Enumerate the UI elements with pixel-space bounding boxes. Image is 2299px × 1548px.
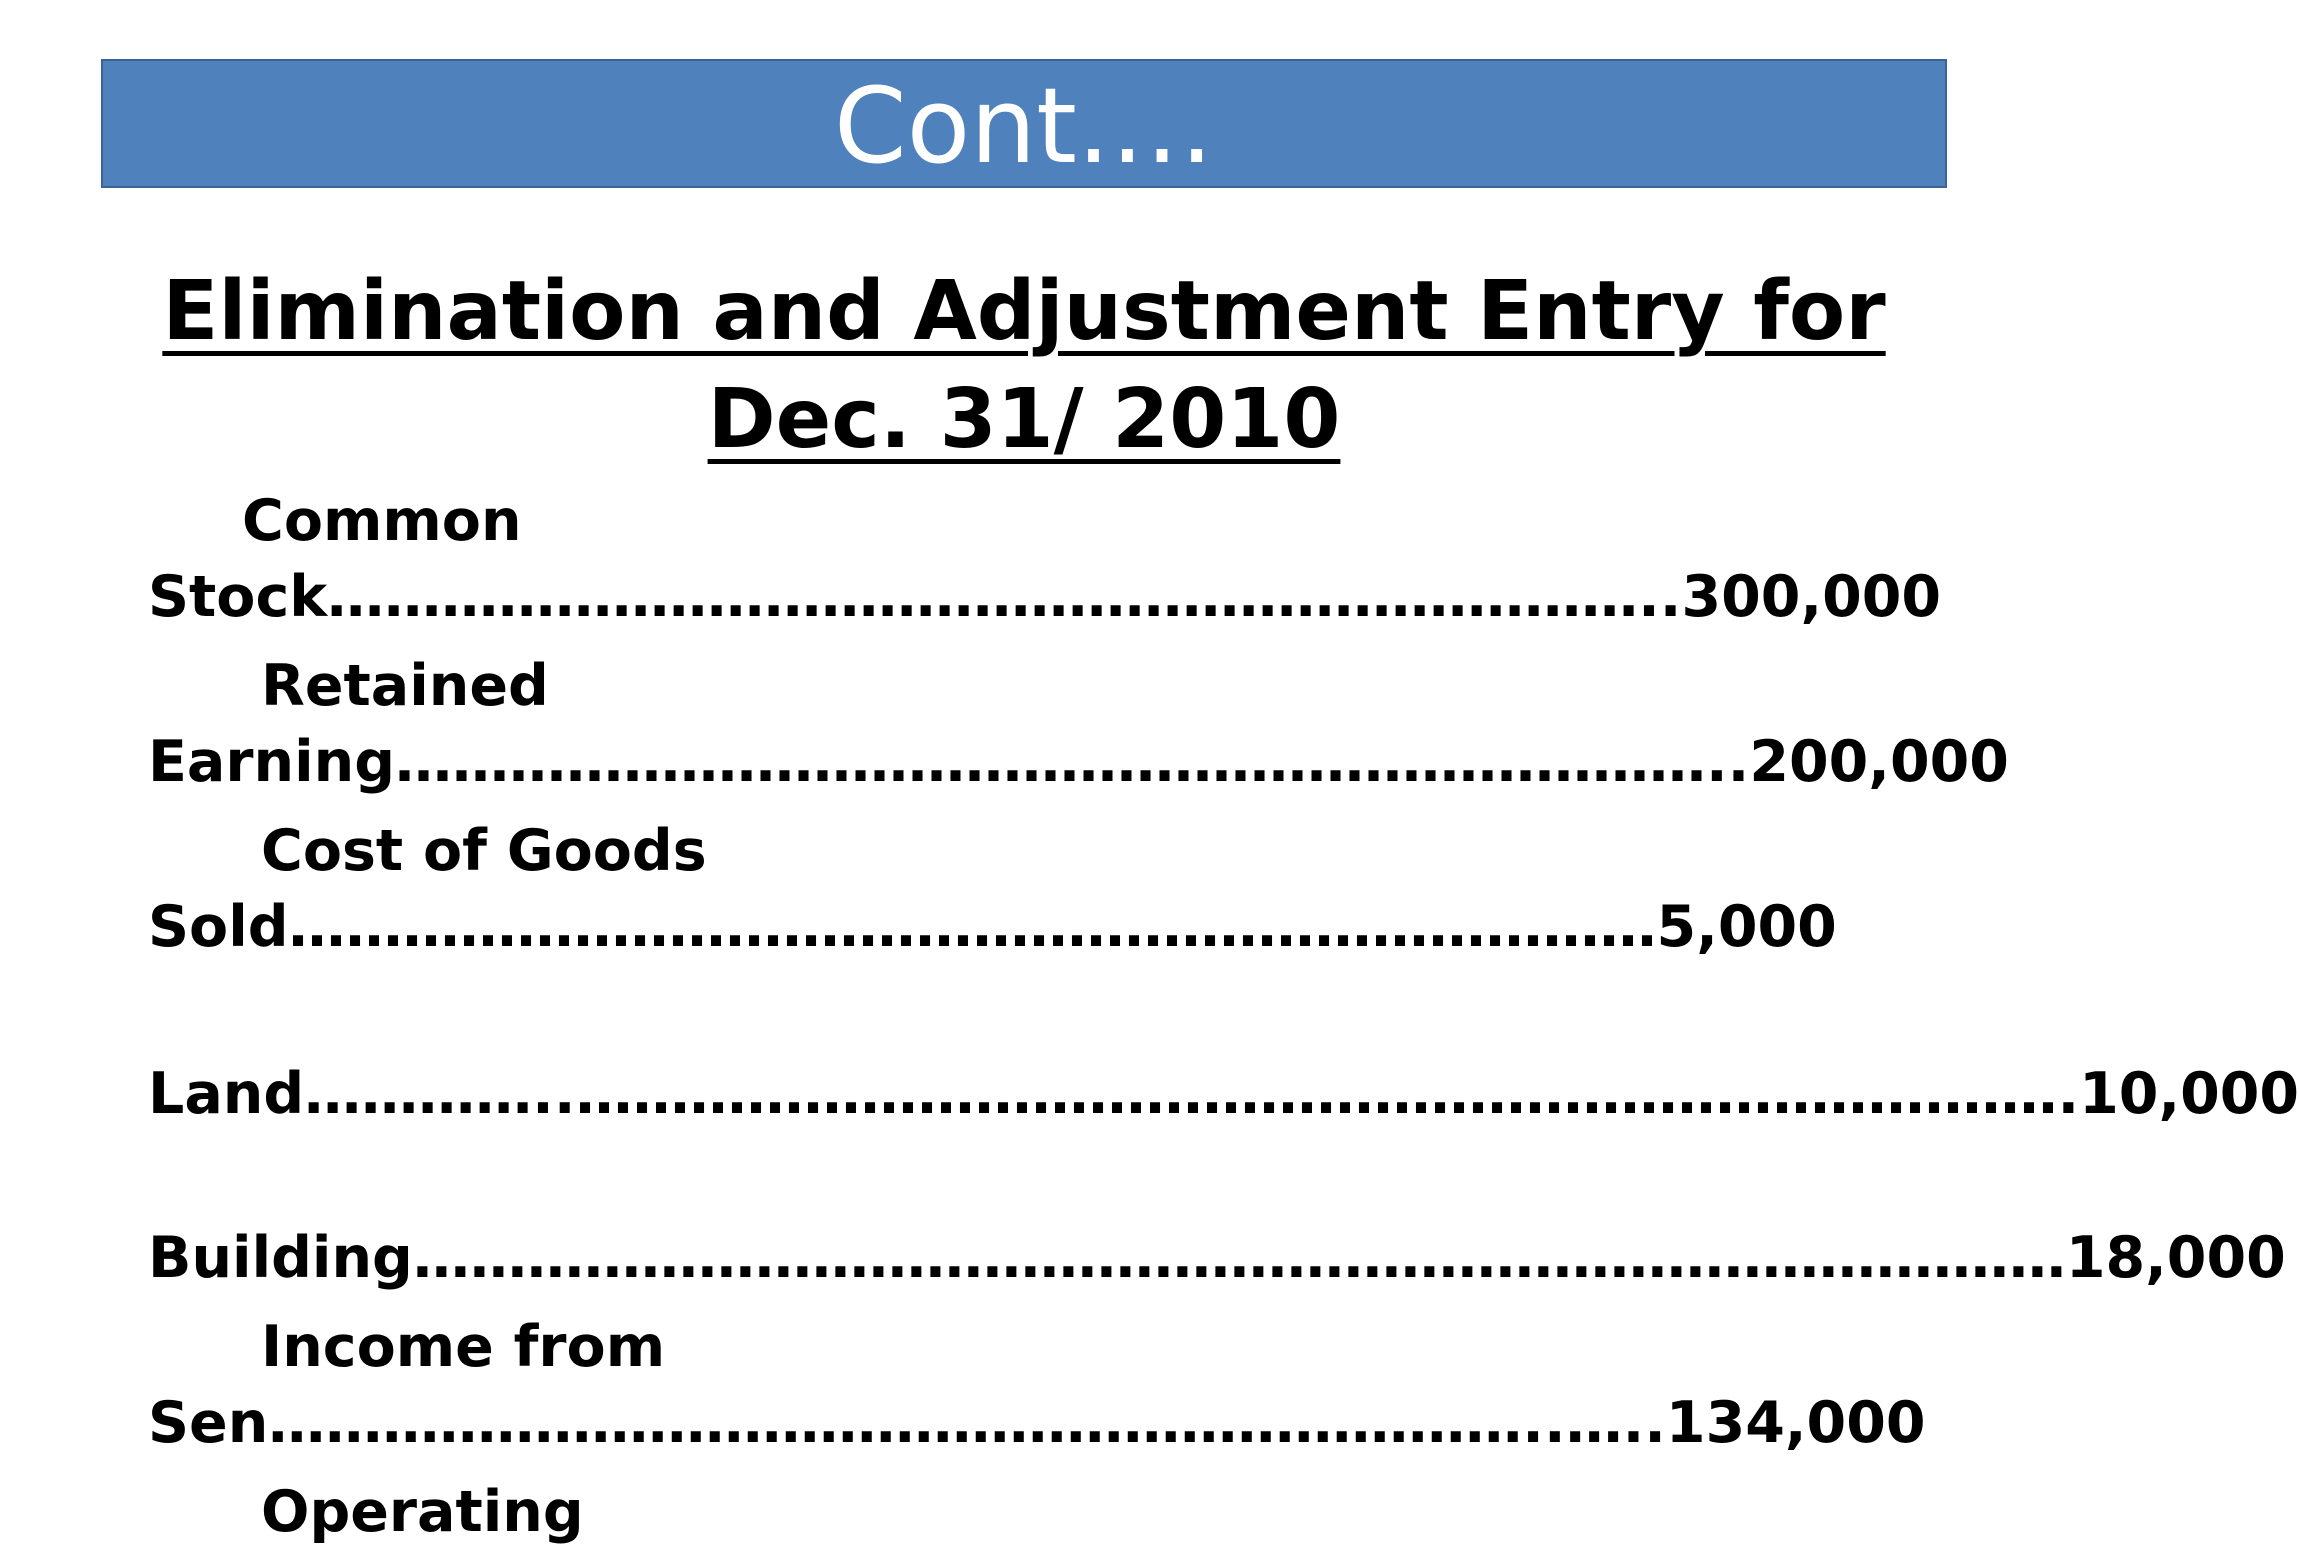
slide-title-bar <box>101 59 1947 188</box>
entry-line-income-from-sen: Sen…………………………………………………………..…..134,000 <box>148 1390 1926 1456</box>
entry-line-cost-of-goods-sold: Sold………………………………………………………………5,000 <box>148 894 1837 960</box>
entry-line-common: Common <box>242 488 522 554</box>
entry-line-retained-earning: Earning……………………………………………………………..200,000 <box>148 729 2009 795</box>
entry-line-cost-of-goods: Cost of Goods <box>261 818 707 884</box>
entry-line-retained: Retained <box>261 653 549 719</box>
entry-line-income-from: Income from <box>261 1314 666 1380</box>
entry-line-land: Land…………..…………………………………………………………………….10,000 <box>148 1061 2299 1127</box>
slide-title: Cont.… <box>834 64 1214 187</box>
entry-heading: Elimination and Adjustment Entry for Dec. 31/ 2010 <box>162 264 1886 467</box>
entry-line-building: Building……………………………………………………………………………18,000 <box>148 1225 2286 1291</box>
entry-line-operating: Operating <box>261 1479 584 1545</box>
entry-line-common-stock: Stock……………………………………………………………..300,000 <box>148 564 1942 630</box>
